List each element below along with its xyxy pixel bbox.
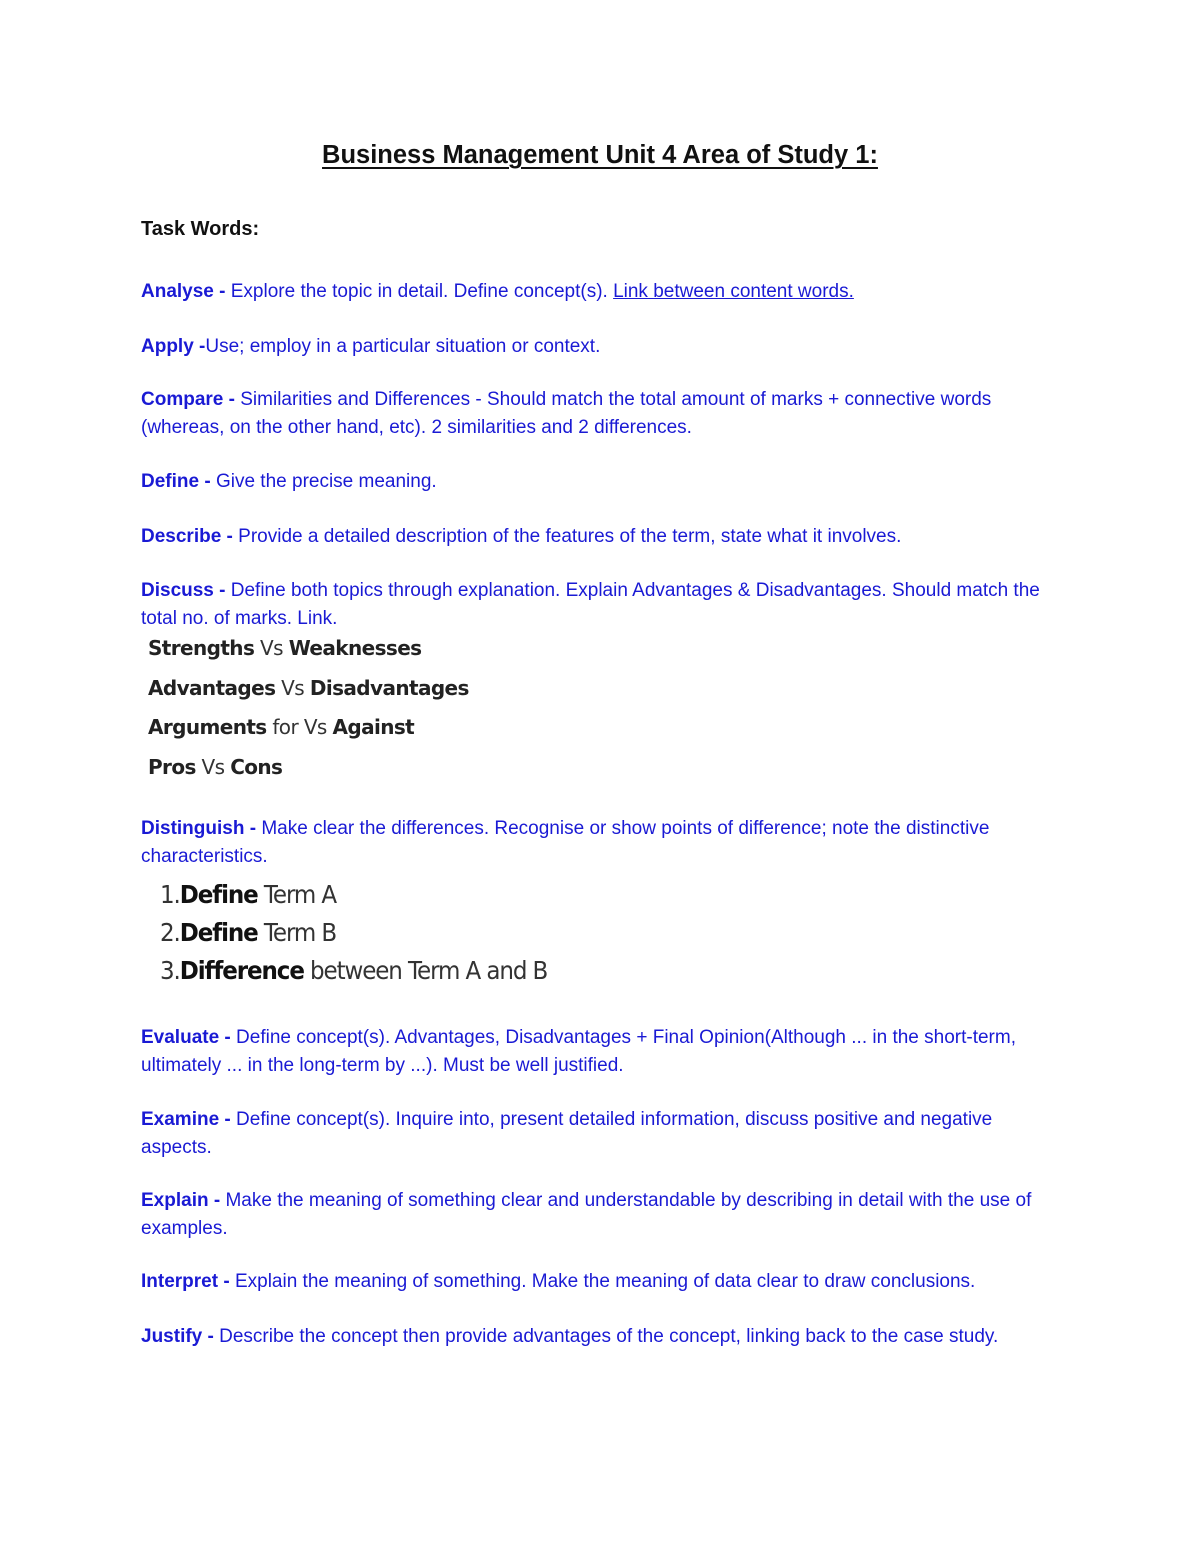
pair-b: Weaknesses	[288, 636, 422, 660]
term: Define -	[141, 471, 211, 492]
definition: Define both topics through explanation. Explain Advantages & Disadvantages. Should match the total no. of marks. Link.	[141, 580, 1040, 629]
step-number: 1.	[160, 880, 180, 909]
distinguish-step	[160, 918, 547, 956]
entry-analyse	[141, 278, 1061, 306]
term: Compare -	[141, 389, 235, 410]
term: Distinguish -	[141, 818, 257, 839]
definition: Explain the meaning of something. Make the meaning of data clear to draw conclusions.	[229, 1271, 976, 1292]
pair-vs: Vs	[195, 754, 231, 779]
term: Justify -	[141, 1326, 214, 1347]
step-number: 2.	[160, 918, 180, 947]
pair-a: Strengths	[148, 636, 255, 660]
pair-vs: for Vs	[266, 715, 333, 739]
distinguish-steps-list	[160, 880, 581, 994]
definition: Explore the topic in detail. Define concept(s).	[225, 281, 614, 302]
pair-vs: Vs	[275, 675, 310, 700]
entry-define	[141, 468, 1061, 496]
discuss-pair	[148, 676, 469, 716]
term: Discuss -	[141, 580, 226, 601]
discuss-pairs-list	[148, 636, 469, 794]
term: Analyse -	[141, 281, 226, 302]
discuss-pair	[148, 715, 469, 755]
entry-evaluate	[141, 1024, 1061, 1079]
step-bold: Define	[179, 880, 258, 909]
pair-b: Against	[332, 715, 415, 739]
distinguish-step	[160, 956, 547, 994]
pair-a: Pros	[148, 754, 196, 779]
term: Explain -	[141, 1190, 221, 1211]
discuss-pair	[148, 755, 469, 795]
page-title: Business Management Unit 4 Area of Study 1:	[322, 141, 878, 169]
section-heading: Task Words:	[141, 218, 260, 240]
step-rest: Term A	[257, 880, 337, 909]
definition: Describe the concept then provide advantages of the concept, linking back to the case study.	[213, 1326, 999, 1347]
entry-distinguish	[141, 815, 1061, 870]
term: Describe -	[141, 526, 233, 547]
definition: Define concept(s). Inquire into, present detailed information, discuss positive and negative aspects.	[141, 1109, 993, 1158]
entry-examine	[141, 1106, 1061, 1161]
entry-explain	[141, 1187, 1061, 1242]
pair-b: Cons	[230, 754, 283, 779]
entry-discuss	[141, 577, 1061, 632]
term: Apply -	[141, 336, 206, 357]
definition: Provide a detailed description of the features of the term, state what it involves.	[232, 526, 902, 547]
pair-a: Advantages	[148, 675, 276, 700]
term: Interpret -	[141, 1271, 230, 1292]
pair-b: Disadvantages	[309, 675, 469, 700]
entry-apply	[141, 333, 1061, 361]
definition: Define concept(s). Advantages, Disadvantages + Final Opinion(Although ... in the short-term, ultimately ... in the long-term by ...). Must be well justified.	[141, 1027, 1016, 1076]
step-bold: Define	[179, 918, 258, 947]
step-rest: Term B	[257, 918, 337, 947]
definition: Make clear the differences. Recognise or show points of difference; note the distinctive characteristics.	[141, 818, 990, 867]
definition: Make the meaning of something clear and understandable by describing in detail with the use of examples.	[141, 1190, 1032, 1239]
pair-a: Arguments	[148, 715, 267, 739]
definition: Give the precise meaning.	[210, 471, 437, 492]
step-number: 3.	[160, 956, 180, 985]
term: Evaluate -	[141, 1027, 231, 1048]
link-content-words[interactable]: Link between content words.	[613, 281, 854, 302]
entry-describe	[141, 523, 1061, 551]
term: Examine -	[141, 1109, 231, 1130]
discuss-pair	[148, 636, 469, 676]
entry-compare	[141, 386, 1061, 441]
step-rest: between Term A and B	[303, 956, 548, 985]
step-bold: Difference	[179, 956, 304, 985]
definition: Use; employ in a particular situation or context.	[205, 336, 601, 357]
entry-justify	[141, 1323, 1061, 1351]
entry-interpret	[141, 1268, 1061, 1296]
pair-vs: Vs	[254, 636, 289, 660]
definition: Similarities and Differences - Should match the total amount of marks + connective words (whereas, on the other hand, etc). 2 similarities and 2 differences.	[141, 389, 992, 438]
distinguish-step	[160, 880, 547, 918]
